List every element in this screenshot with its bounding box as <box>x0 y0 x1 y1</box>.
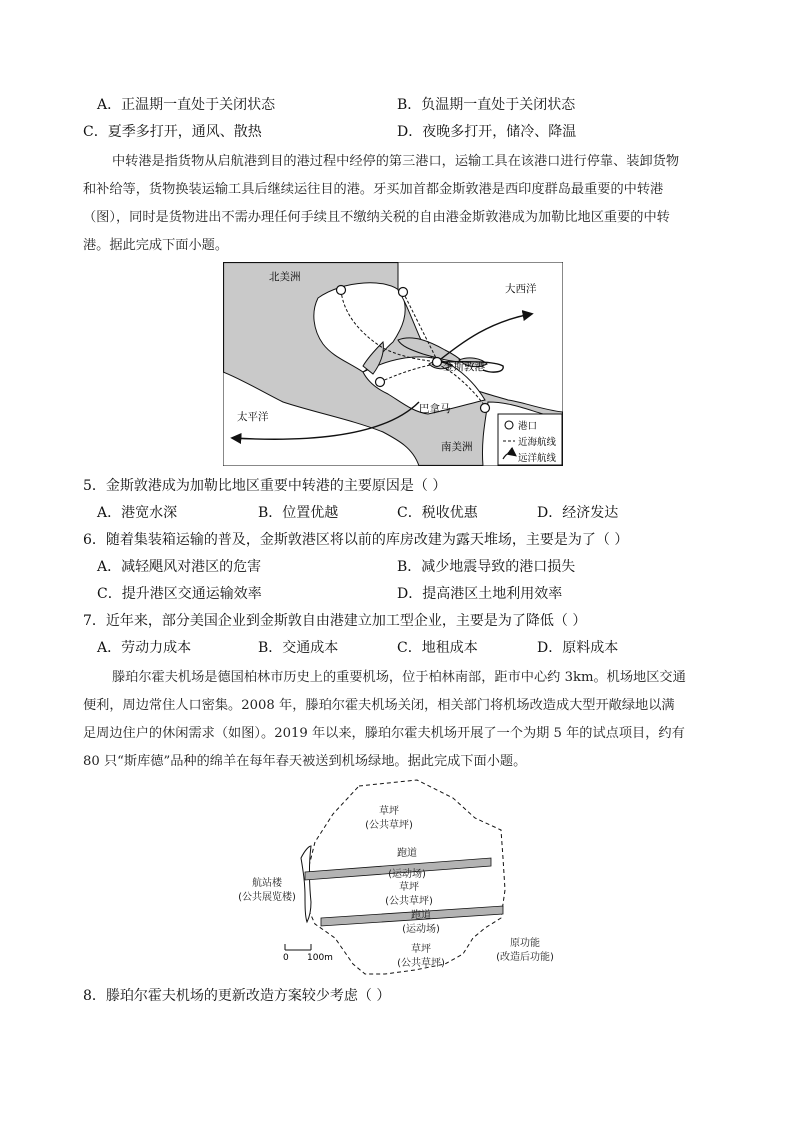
caribbean-map <box>223 262 563 466</box>
lawn-bot-label: 草坪 <box>411 944 431 955</box>
runway2-label: 跑道 <box>411 910 431 921</box>
passage1-line-4: 港。据此完成下面小题。 <box>83 238 229 253</box>
runway2-sub: (运动场) <box>402 924 440 935</box>
tempelhof-map <box>235 778 555 978</box>
lawn-bot-sub: (公共草坪) <box>397 958 445 969</box>
passage2-line-4: 80 只“斯库德”品种的绵羊在每年春天被送到机场绿地。据此完成下面小题。 <box>83 754 527 769</box>
lawn-mid-sub: (公共草坪) <box>385 896 433 907</box>
lawn-top-label: 草坪 <box>379 806 399 817</box>
legend-port-label: 港口 <box>518 421 538 432</box>
q4-option-a: A．正温期一直处于关闭状态 <box>97 97 276 113</box>
q4-option-c: C．夏季多打开，通风、散热 <box>83 124 262 140</box>
q7-option-c: C．地租成本 <box>397 640 478 656</box>
terminal-building <box>301 846 311 922</box>
q5-option-b: B．位置优越 <box>258 505 339 521</box>
terminal-label: 航站楼 <box>252 878 282 889</box>
runway1-label: 跑道 <box>397 848 417 859</box>
q5-stem: 5．金斯敦港成为加勒比地区重要中转港的主要原因是（ ） <box>83 478 447 494</box>
scale-100m: 100m <box>307 953 333 963</box>
q8-stem: 8．滕珀尔霍夫机场的更新改造方案较少考虑（ ） <box>83 988 391 1004</box>
q4-option-b: B．负温期一直处于关闭状态 <box>397 97 576 113</box>
legend-func-label: 原功能 <box>510 938 540 949</box>
passage1-line-2: 和补给等，货物换装运输工具后继续运往目的港。牙买加首都金斯敦港是西印度群岛最重要的中转港 <box>83 182 664 197</box>
scale-zero: 0 <box>283 953 289 963</box>
q7-option-b: B．交通成本 <box>258 640 339 656</box>
q5-option-a: A．港宽水深 <box>97 505 178 521</box>
passage1-line-3: （图），同时是货物进出不需办理任何手续且不缴纳关税的自由港金斯敦港成为加勒比地区重要的中转 <box>83 210 670 225</box>
q7-option-a: A．劳动力成本 <box>97 640 192 656</box>
legend-func-sub: (改造后功能) <box>496 952 554 963</box>
passage2-line-2: 便利，周边常住人口密集。2008 年，滕珀尔霍夫机场关闭，相关部门将机场改造成大型开敞绿地以满 <box>83 698 675 713</box>
q6-option-d: D．提高港区土地利用效率 <box>397 586 563 602</box>
map1-label-atlantic: 大西洋 <box>505 283 537 295</box>
q5-option-d: D．经济发达 <box>537 505 619 521</box>
q6-stem: 6．随着集装箱运输的普及，金斯敦港区将以前的库房改建为露天堆场，主要是为了（ ） <box>83 532 629 548</box>
q6-option-a: A．减轻飓风对港区的危害 <box>97 559 262 575</box>
legend-ocean-label: 远洋航线 <box>518 453 557 464</box>
map1-label-pacific: 太平洋 <box>237 411 269 423</box>
passage2-line-3: 足周边住户的休闲需求（如图）。2019 年以来，滕珀尔霍夫机场开展了一个为期 5 年的试点项目，约有 <box>83 726 685 741</box>
q5-option-c: C．税收优惠 <box>397 505 478 521</box>
runway1-sub: (运动场) <box>388 869 426 880</box>
lawn-mid-label: 草坪 <box>399 882 419 893</box>
passage1-line-1: 中转港是指货物从启航港到目的港过程中经停的第三港口，运输工具在该港口进行停靠、装卸货物 <box>112 154 680 169</box>
q4-option-d: D．夜晚多打开，储冷、降温 <box>397 124 577 140</box>
q6-option-c: C．提升港区交通运输效率 <box>97 586 262 602</box>
legend-coastal-label: 近海航线 <box>518 437 557 448</box>
map1-label-panama: 巴拿马 <box>419 403 451 415</box>
q7-option-d: D．原料成本 <box>537 640 619 656</box>
terminal-sub: (公共展览楼) <box>238 892 296 903</box>
passage2-line-1: 滕珀尔霍夫机场是德国柏林市历史上的重要机场，位于柏林南部，距市中心约 3km。机场地区交通 <box>112 670 686 685</box>
map1-label-kingston: 金斯敦港 <box>443 361 485 373</box>
map1-label-sa: 南美洲 <box>441 441 473 453</box>
q7-stem: 7．近年来，部分美国企业到金斯敦自由港建立加工型企业，主要是为了降低（ ） <box>83 613 587 629</box>
map1-label-na: 北美洲 <box>269 271 301 283</box>
lawn-top-sub: (公共草坪) <box>365 820 413 831</box>
q6-option-b: B．减少地震导致的港口损失 <box>397 559 576 575</box>
